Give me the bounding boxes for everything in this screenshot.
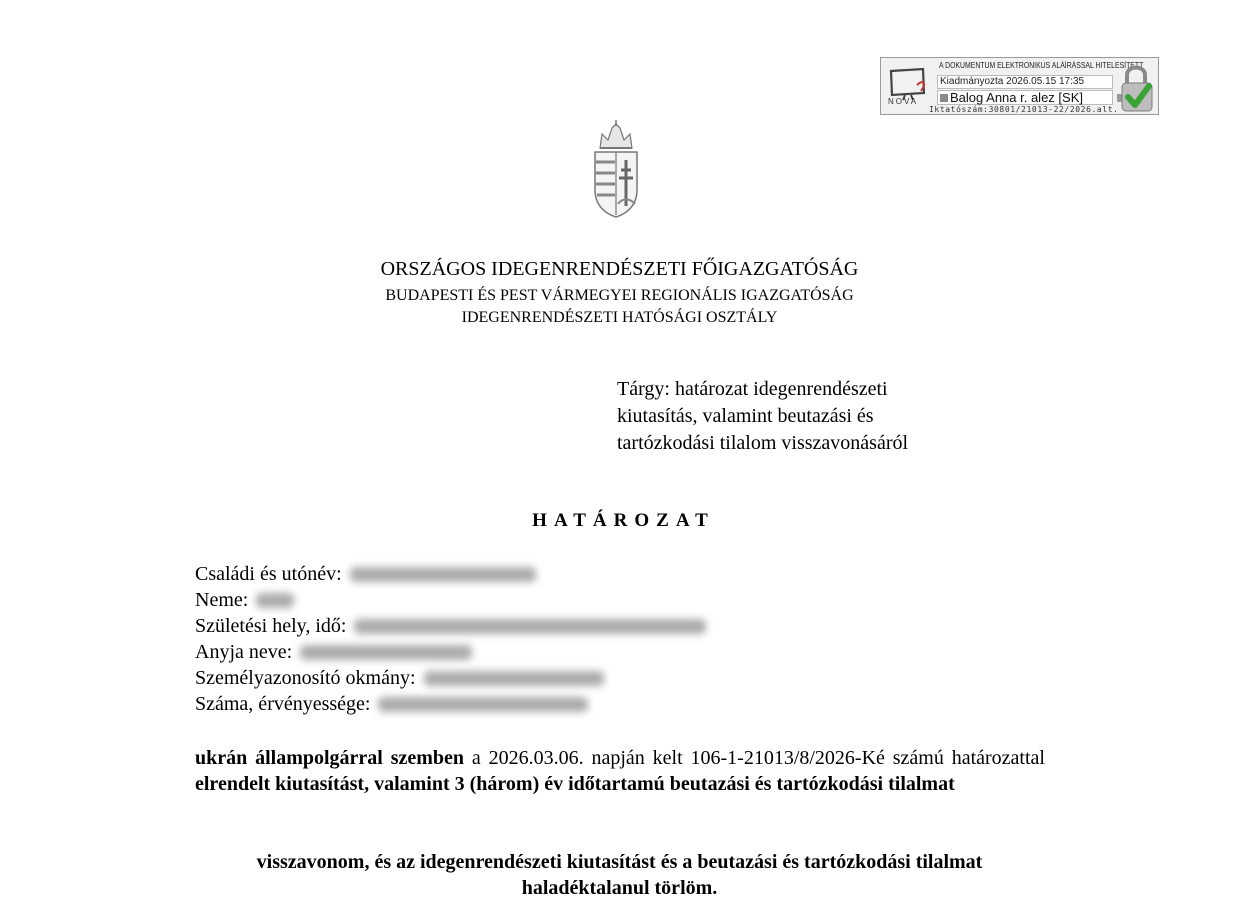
redacted-value: [378, 697, 588, 712]
redacted-value: [256, 593, 294, 608]
field-sex: [195, 587, 706, 613]
redacted-value: [424, 671, 604, 686]
stamp-signer: [937, 90, 1113, 105]
stamp-signer-name: Balog Anna r. alez [SK]: [950, 90, 1083, 105]
personal-data-fields: [195, 561, 706, 717]
field-label: Neme:: [195, 589, 249, 611]
subject-block: [617, 376, 977, 457]
authority-name: ORSZÁGOS IDEGENRENDÉSZETI FŐIGAZGATÓSÁG: [380, 258, 859, 280]
redacted-value: [350, 567, 536, 582]
decision-paragraph: [195, 745, 1045, 797]
stamp-header: A DOKUMENTUM ELEKTRONIKUS ALÁÍRÁSSAL HITELESÍTETT: [939, 61, 1144, 70]
redacted-value: [354, 619, 706, 634]
department-name: IDEGENRENDÉSZETI HATÓSÁGI OSZTÁLY: [461, 309, 778, 326]
field-label: Születési hely, idő:: [195, 615, 347, 637]
field-name: [195, 561, 706, 587]
padlock-check-icon: [1119, 62, 1155, 114]
field-label: Családi és utónév:: [195, 563, 342, 585]
subject-line: kiutasítás, valamint beutazási és: [617, 405, 874, 427]
decision-line: haladéktalanul törlöm.: [521, 877, 718, 899]
field-birth: [195, 613, 706, 639]
decision-line: visszavonom, és az idegenrendészeti kiutasítást és a beutazási és tartózkodási tilalmat: [256, 851, 983, 873]
paragraph-text: a 2026.03.06. napján kelt 106-1-21013/8/2026-Ké számú határozattal: [464, 747, 1045, 769]
e-signature-stamp: [880, 57, 1159, 115]
subject-line: Tárgy: határozat idegenrendészeti: [617, 378, 888, 400]
stamp-issued: Kiadmányozta 2026.05.15 17:35: [937, 75, 1113, 89]
field-label: Személyazonosító okmány:: [195, 667, 416, 689]
stamp-filing-number: Iktatószám:30801/21013-22/2026.alt.: [929, 105, 1119, 114]
field-mother-name: [195, 639, 706, 665]
field-label: Anyja neve:: [195, 641, 293, 663]
nova-logo-text: NOVA: [888, 97, 919, 106]
field-label: Száma, érvényessége:: [195, 693, 371, 715]
certificate-icon: [940, 94, 948, 102]
subject-line: tartózkodási tilalom visszavonásáról: [617, 432, 909, 454]
field-id-document: [195, 665, 706, 691]
field-id-number: [195, 691, 706, 717]
decision-statement: [0, 849, 1239, 901]
regional-directorate: BUDAPESTI ÉS PEST VÁRMEGYEI REGIONÁLIS IGAZGATÓSÁG: [385, 287, 854, 304]
document-title: HATÁROZAT: [532, 510, 715, 531]
paragraph-bold-tail: elrendelt kiutasítást, valamint 3 (három) év időtartamú beutazási és tartózkodási tilalmat: [195, 773, 955, 795]
redacted-value: [300, 645, 472, 660]
hungarian-coat-of-arms-icon: [590, 120, 642, 220]
paragraph-bold-lead: ukrán állampolgárral szemben: [195, 747, 465, 769]
